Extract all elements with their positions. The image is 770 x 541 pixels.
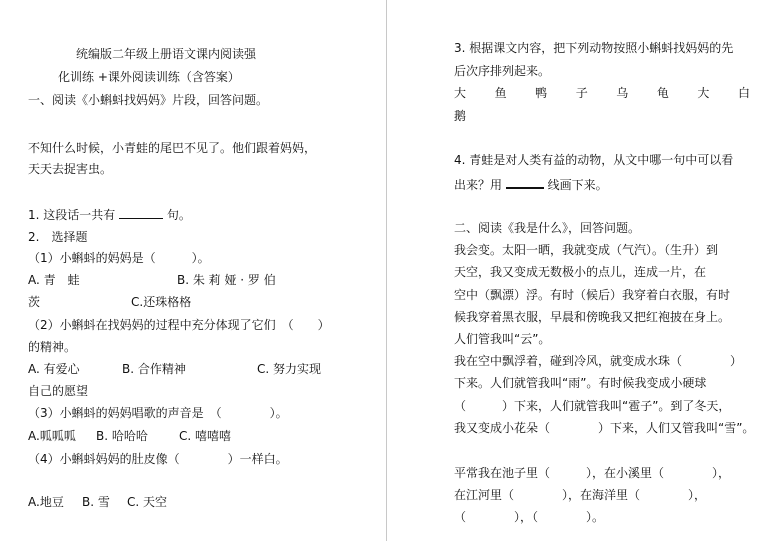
q2-4-option-b[interactable]: B. 雪 <box>82 495 110 509</box>
q2-1-option-a[interactable]: A. 青 蛙 <box>28 273 80 287</box>
q2-1-option-b[interactable]: B. 朱 莉 娅 · 罗 伯 <box>177 273 276 287</box>
animal-char[interactable]: 乌 <box>616 86 629 100</box>
right-page <box>394 0 770 541</box>
animal-char[interactable]: 大 <box>697 86 710 100</box>
animal-char[interactable]: 龟 <box>656 86 669 100</box>
passage-line-1: 不知什么时候，小青蛙的尾巴不见了。他们跟着妈妈， <box>28 141 317 155</box>
q2-3-option-a[interactable]: A.呱呱呱 <box>28 429 76 443</box>
question-1 <box>28 206 191 223</box>
passage2-line-12: （ ），（ ）。 <box>454 510 605 524</box>
q4-line-blank[interactable] <box>506 175 544 189</box>
q2-4-option-c[interactable]: C. 天空 <box>127 495 168 509</box>
section2-heading: 二、阅读《我是什么》，回答问题。 <box>454 221 641 235</box>
page-divider <box>386 0 387 541</box>
passage2-line-5: 人们管我叫“云”。 <box>454 332 551 346</box>
passage2-line-8: （ ）下来，人们就管我叫“雹子”。到了冬天， <box>454 399 731 413</box>
question-2-2-line-2: 的精神。 <box>28 340 77 354</box>
animal-char[interactable]: 大 <box>454 86 467 100</box>
passage2-line-7: 下来。人们就管我叫“雨”。有时候我变成小硬球 <box>454 376 707 390</box>
q1-prefix: 1. 这段话一共有 <box>28 208 116 222</box>
animal-list <box>454 85 750 101</box>
title-line-2: 化训练 +课外阅读训练（含答案） <box>58 70 240 84</box>
q4-suffix: 线画下来。 <box>547 178 608 192</box>
q4-prefix: 出来？用 <box>454 178 503 192</box>
animal-char[interactable]: 鱼 <box>494 86 507 100</box>
q1-suffix: 句。 <box>166 208 191 222</box>
passage2-line-6: 我在空中飘浮着，碰到冷风，就变成水珠（ ） <box>454 354 743 368</box>
question-2-4: （4）小蝌蚪妈妈的肚皮像（ ）一样白。 <box>28 452 288 466</box>
animal-list-cont[interactable]: 鹅 <box>454 109 467 123</box>
passage2-line-2: 天空，我又变成无数极小的点儿，连成一片，在 <box>454 265 707 279</box>
question-2-3: （3）小蝌蚪的妈妈唱歌的声音是 （ ）。 <box>28 406 288 420</box>
q1-answer-blank[interactable] <box>119 206 163 219</box>
q2-2-option-a[interactable]: A. 有爱心 <box>28 362 80 376</box>
passage2-line-9: 我又变成小花朵（ ）下来，人们又管我叫“雪”。 <box>454 421 755 435</box>
passage2-line-10: 平常我在池子里（ ），在小溪里（ ）， <box>454 466 731 480</box>
animal-char[interactable]: 子 <box>575 86 588 100</box>
question-2-1: （1）小蝌蚪的妈妈是（ ）。 <box>28 251 210 265</box>
q2-2-option-c-cont: 自己的愿望 <box>28 384 89 398</box>
left-page <box>0 0 381 541</box>
q2-4-option-a[interactable]: A.地豆 <box>28 495 64 509</box>
question-4-line-2 <box>454 175 608 193</box>
passage2-line-4: 候我穿着黑衣服，早晨和傍晚我又把红袍披在身上。 <box>454 310 731 324</box>
animal-char[interactable]: 鸭 <box>535 86 548 100</box>
question-2-2-line-1: （2）小蝌蚪在找妈妈的过程中充分体现了它们 （ ） <box>28 318 330 332</box>
question-3-line-2: 后次序排列起来。 <box>454 64 551 78</box>
section1-heading: 一、阅读《小蝌蚪找妈妈》片段，回答问题。 <box>28 93 269 107</box>
passage2-line-1: 我会变。太阳一晒，我就变成（气汽）。（生升）到 <box>454 243 719 257</box>
passage2-line-3: 空中（飘漂）浮。有时（候后）我穿着白衣服，有时 <box>454 288 731 302</box>
passage-line-2: 天天去捉害虫。 <box>28 162 113 176</box>
q2-2-option-c[interactable]: C. 努力实现 <box>257 362 322 376</box>
q2-3-option-c[interactable]: C. 嘻嘻嘻 <box>179 429 232 443</box>
passage2-line-11: 在江河里（ ），在海洋里（ ）， <box>454 488 707 502</box>
question-2: 2. 选择题 <box>28 230 88 244</box>
q2-3-option-b[interactable]: B. 哈哈哈 <box>96 429 148 443</box>
q2-1-option-b-cont: 茨 <box>28 295 41 309</box>
q2-2-option-b[interactable]: B. 合作精神 <box>122 362 186 376</box>
animal-char[interactable]: 白 <box>737 86 750 100</box>
title-line-1: 统编版二年级上册语文课内阅读强 <box>76 47 257 61</box>
question-3-line-1: 3. 根据课文内容，把下列动物按照小蝌蚪找妈妈的先 <box>454 41 734 55</box>
q2-1-option-c[interactable]: C.还珠格格 <box>131 295 192 309</box>
question-4-line-1: 4. 青蛙是对人类有益的动物，从文中哪一句中可以看 <box>454 153 734 167</box>
